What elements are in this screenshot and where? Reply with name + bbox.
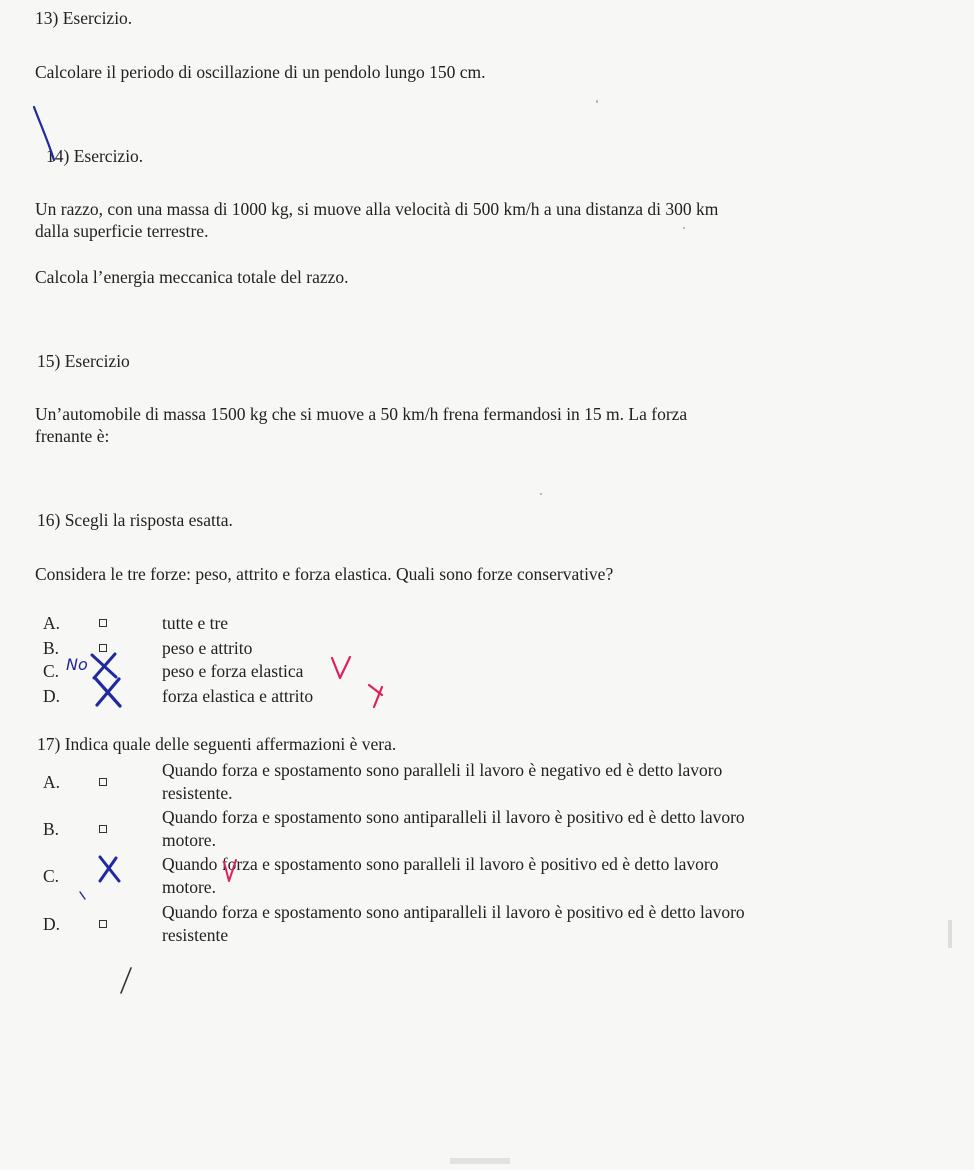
ex17-option-b-letter: B. <box>43 819 60 839</box>
ex14-text-line1: Un razzo, con una massa di 1000 kg, si muove alla velocità di 500 km/h a una distanza di 300 km <box>35 199 719 219</box>
scan-speck <box>683 227 685 229</box>
ex16-option-c-text: peso e forza elastica <box>162 661 304 681</box>
ex16-option-c-letter: C. <box>43 661 60 681</box>
ex17-option-b-line1: Quando forza e spostamento sono antiparalleli il lavoro è positivo ed è detto lavoro <box>162 807 745 827</box>
ex17-option-c-line2: motore. <box>162 877 216 897</box>
ex16-handwritten-no: No <box>66 655 88 674</box>
ex16-title: 16) Scegli la risposta esatta. <box>37 510 233 530</box>
scan-speck <box>596 100 598 103</box>
ex17-option-d-line2: resistente <box>162 925 229 945</box>
ex17-option-c-red-check-icon <box>222 858 238 884</box>
ex16-question: Considera le tre forze: peso, attrito e forza elastica. Quali sono forze conservative? <box>35 564 614 584</box>
ex16-option-d-cross-icon[interactable] <box>90 675 126 709</box>
ex15-text-line1: Un’automobile di massa 1500 kg che si muove a 50 km/h frena fermandosi in 15 m. La forza <box>35 404 688 424</box>
ex16-option-a-checkbox[interactable] <box>99 619 107 627</box>
ex14-question: Calcola l’energia meccanica totale del razzo. <box>35 267 349 287</box>
ex16-option-d-letter: D. <box>43 686 61 706</box>
scan-speck <box>948 920 952 948</box>
handwritten-check-mark <box>32 105 62 165</box>
ex16-option-b-letter: B. <box>43 638 60 658</box>
stray-pencil-stroke <box>118 966 134 996</box>
ex17-option-d-line1: Quando forza e spostamento sono antiparalleli il lavoro è positivo ed è detto lavoro <box>162 902 745 922</box>
ex17-option-b-line2: motore. <box>162 830 216 850</box>
ex16-option-a-letter: A. <box>43 613 61 633</box>
ex13-text: Calcolare il periodo di oscillazione di un pendolo lungo 150 cm. <box>35 62 486 82</box>
ex17-option-a-letter: A. <box>43 772 61 792</box>
ex17-option-d-letter: D. <box>43 914 61 934</box>
ex17-option-a-checkbox[interactable] <box>99 778 107 786</box>
ex13-title: 13) Esercizio. <box>35 8 133 28</box>
ex16-option-d-red-cross-icon <box>366 681 386 709</box>
ex14-text-line2: dalla superficie terrestre. <box>35 221 209 241</box>
ex15-title: 15) Esercizio <box>37 351 130 371</box>
ex17-option-b-checkbox[interactable] <box>99 825 107 833</box>
ex17-option-a-line2: resistente. <box>162 783 233 803</box>
ex17-option-a-line1: Quando forza e spostamento sono paralleli il lavoro è negativo ed è detto lavoro <box>162 760 723 780</box>
ex15-text-line2: frenante è: <box>35 426 110 446</box>
stray-pen-mark <box>78 890 88 902</box>
ex17-title: 17) Indica quale delle seguenti affermazioni è vera. <box>37 734 397 754</box>
ex16-option-d-text: forza elastica e attrito <box>162 686 314 706</box>
ex17-option-c-letter: C. <box>43 866 60 886</box>
ex14-title: 14) Esercizio. <box>46 146 144 166</box>
ex16-option-b-text: peso e attrito <box>162 638 253 658</box>
ex16-option-a-text: tutte e tre <box>162 613 229 633</box>
ex17-option-c-line1: Quando forza e spostamento sono paralleli il lavoro è positivo ed è detto lavoro <box>162 854 719 874</box>
scan-speck <box>450 1158 510 1164</box>
ex17-option-c-cross-icon[interactable] <box>94 854 124 884</box>
ex16-option-c-red-check-icon <box>330 655 352 681</box>
scan-speck <box>540 493 542 495</box>
ex17-option-d-checkbox[interactable] <box>99 920 107 928</box>
